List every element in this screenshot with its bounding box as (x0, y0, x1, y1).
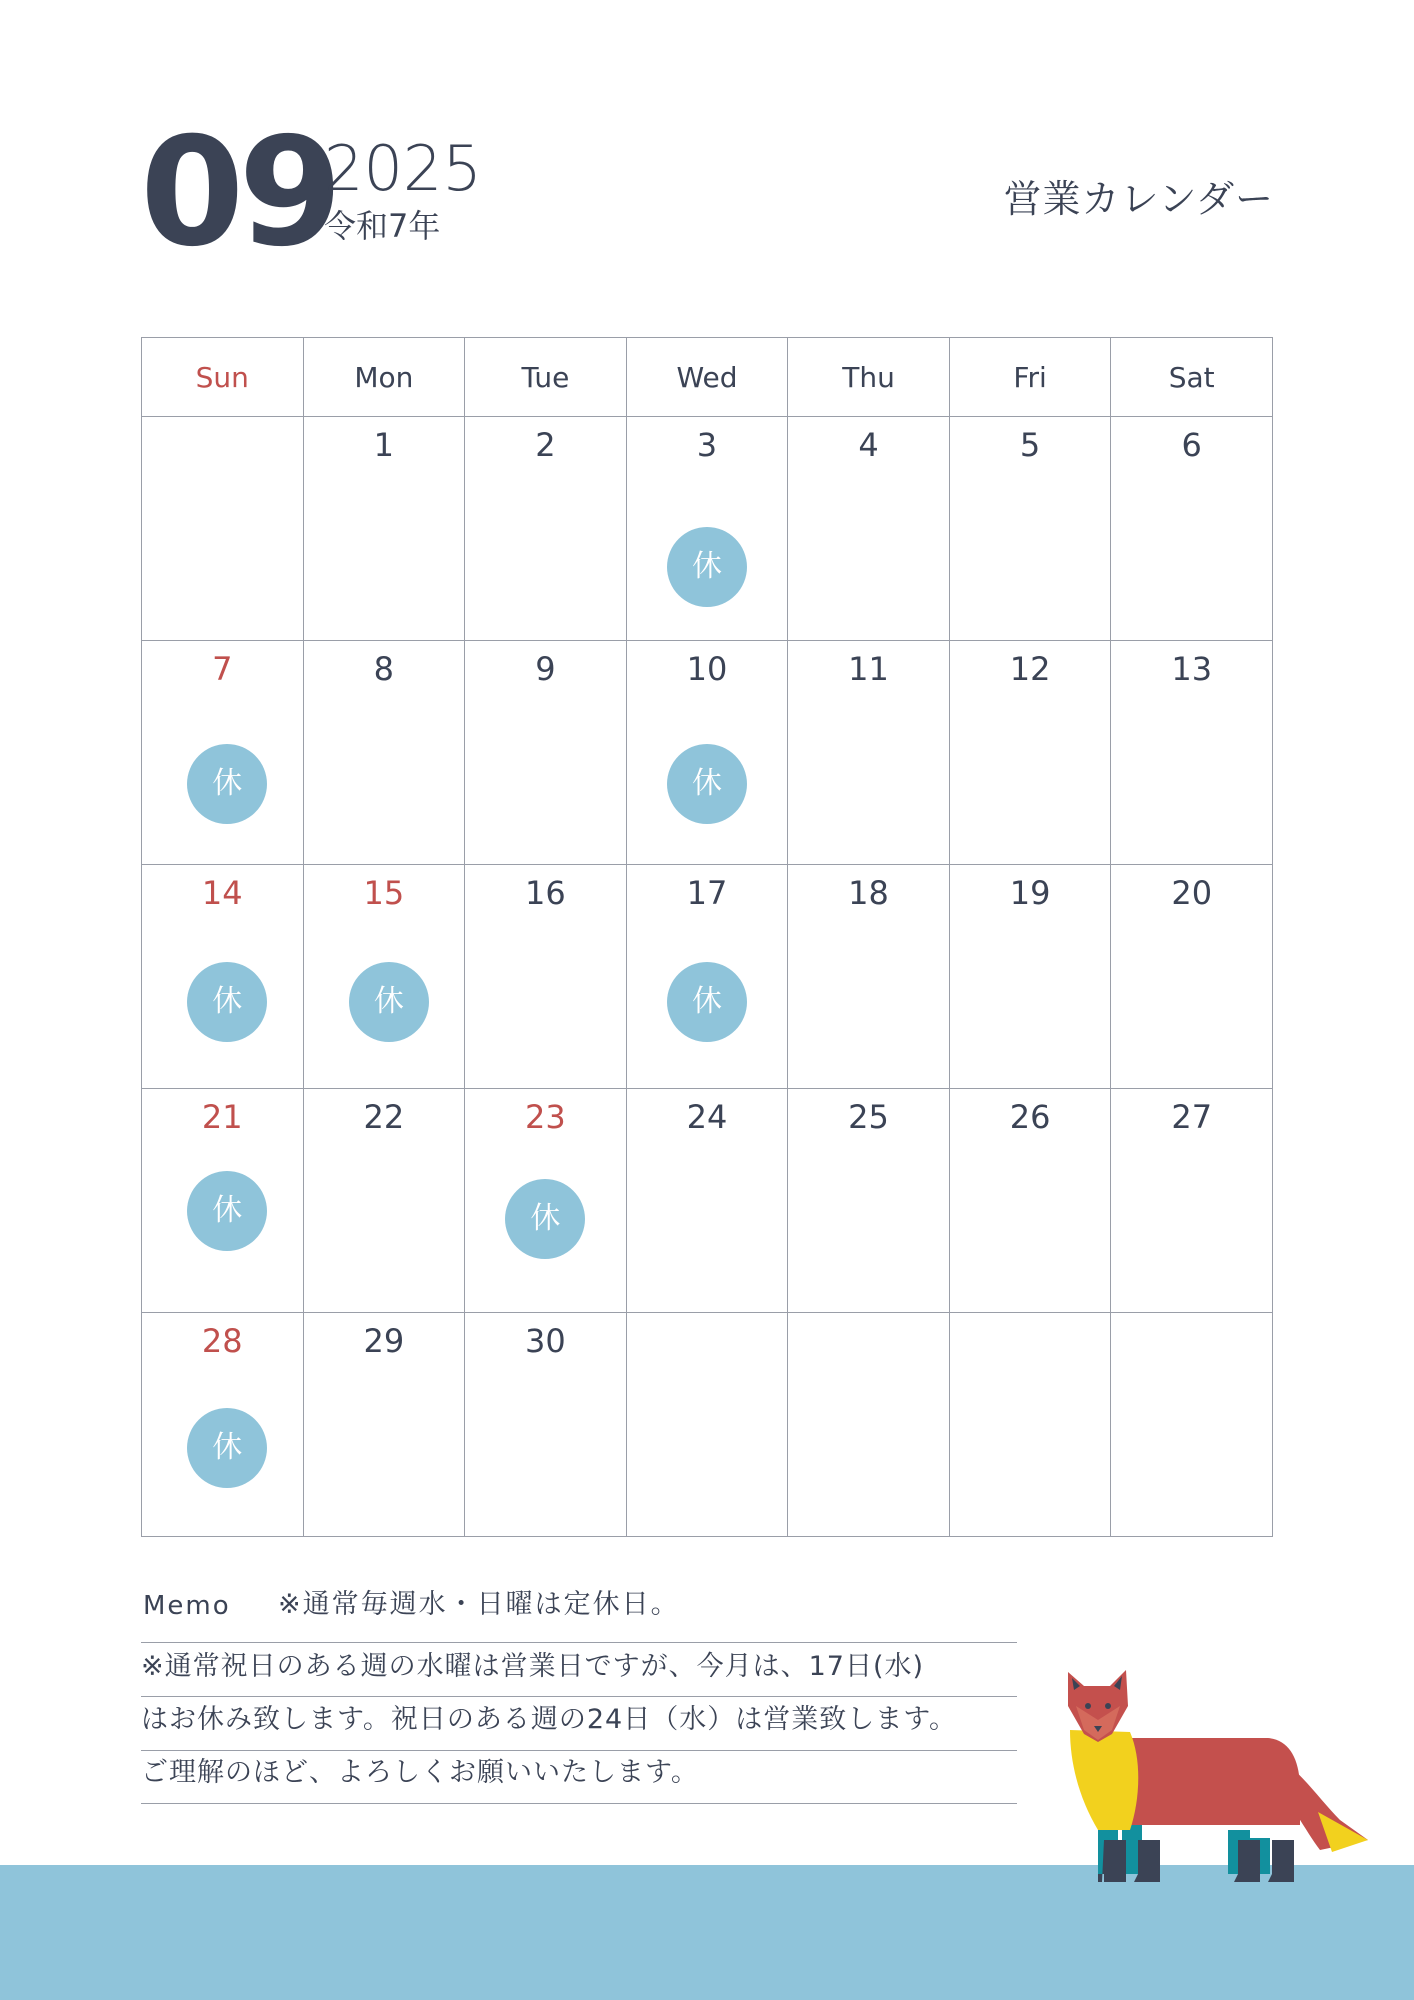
calendar-day-cell (949, 865, 1111, 1089)
day-number: 30 (525, 1322, 566, 1360)
calendar-day-cell (1111, 865, 1273, 1089)
weekday-tue: Tue (465, 338, 627, 417)
closed-day-badge: 休 (187, 962, 267, 1042)
day-number: 29 (363, 1322, 405, 1360)
memo-label: Memo (143, 1591, 231, 1621)
calendar-week-row (142, 865, 1273, 1089)
calendar-day-cell (788, 417, 950, 641)
calendar-day-cell (303, 417, 465, 641)
calendar-day-cell (465, 641, 627, 865)
closed-day-badge: 休 (505, 1179, 585, 1259)
day-number: 10 (686, 650, 728, 688)
weekday-fri: Fri (949, 338, 1111, 417)
calendar-day-cell (1111, 1313, 1273, 1537)
era-label: 令和7年 (324, 207, 441, 245)
weekday-wed: Wed (626, 338, 788, 417)
closed-day-badge: 休 (667, 527, 747, 607)
day-number: 4 (858, 426, 879, 464)
calendar-day-cell (465, 1089, 627, 1313)
day-number: 1 (373, 426, 395, 464)
month-number: 09 (140, 106, 337, 280)
calendar-title: 営業カレンダー (1003, 177, 1274, 221)
calendar-day-cell (465, 865, 627, 1089)
calendar-week-row (142, 641, 1273, 865)
memo-line-4: ご理解のほど、よろしくお願いいたします。 (141, 1757, 699, 1788)
memo-rule (141, 1642, 1017, 1643)
memo-line-2: ※通常祝日のある週の水曜は営業日ですが、今月は、17日(水) (141, 1651, 925, 1682)
calendar-day-cell (626, 641, 788, 865)
calendar-week-row (142, 417, 1273, 641)
calendar-day-cell (626, 1313, 788, 1537)
calendar-day-cell (949, 641, 1111, 865)
day-number: 5 (1019, 426, 1041, 464)
closed-day-badge: 休 (187, 1171, 267, 1251)
memo-line-3: はお休み致します。祝日のある週の24日（水）は営業致します。 (141, 1704, 958, 1735)
day-number: 26 (1009, 1098, 1051, 1136)
closed-day-badge: 休 (187, 1408, 267, 1488)
calendar-day-cell (465, 1313, 627, 1537)
day-number: 15 (363, 874, 405, 912)
calendar-day-cell (1111, 417, 1273, 641)
closed-day-badge: 休 (667, 744, 747, 824)
calendar-day-cell (788, 641, 950, 865)
day-number: 20 (1171, 874, 1213, 912)
day-number: 2 (535, 426, 556, 464)
year-label: 2025 (324, 132, 482, 205)
day-number: 14 (201, 874, 243, 912)
calendar-week-row (142, 1313, 1273, 1537)
calendar-day-cell (142, 417, 304, 641)
fox-illustration (1050, 1660, 1380, 1890)
weekday-thu: Thu (788, 338, 950, 417)
calendar-day-cell (626, 865, 788, 1089)
day-number: 23 (525, 1098, 566, 1136)
calendar-day-cell (1111, 1089, 1273, 1313)
calendar-day-cell (142, 641, 304, 865)
calendar-day-cell (949, 1313, 1111, 1537)
closed-day-badge: 休 (667, 962, 747, 1042)
calendar-day-cell (788, 1089, 950, 1313)
calendar-day-cell (788, 1313, 950, 1537)
day-number: 22 (363, 1098, 405, 1136)
day-number: 28 (201, 1322, 243, 1360)
calendar-day-cell (303, 641, 465, 865)
day-number: 25 (848, 1098, 889, 1136)
day-number: 21 (201, 1098, 243, 1136)
day-number: 12 (1009, 650, 1051, 688)
day-number: 13 (1171, 650, 1213, 688)
calendar-day-cell (949, 1089, 1111, 1313)
calendar-day-cell (303, 865, 465, 1089)
closed-day-badge: 休 (349, 962, 429, 1042)
day-number: 7 (212, 650, 233, 688)
calendar-grid (141, 337, 1273, 1537)
calendar-week-row (142, 1089, 1273, 1313)
day-number: 6 (1181, 426, 1202, 464)
day-number: 9 (535, 650, 556, 688)
day-number: 8 (373, 650, 395, 688)
memo-rule (141, 1750, 1017, 1751)
weekday-mon: Mon (303, 338, 465, 417)
day-number: 17 (686, 874, 728, 912)
day-number: 27 (1171, 1098, 1213, 1136)
memo-rule (141, 1803, 1017, 1804)
weekday-sun: Sun (142, 338, 304, 417)
day-number: 3 (696, 426, 718, 464)
calendar-day-cell (303, 1089, 465, 1313)
calendar-day-cell (142, 1089, 304, 1313)
calendar-day-cell (142, 865, 304, 1089)
memo-line-1: ※通常毎週水・日曜は定休日。 (278, 1589, 680, 1620)
weekday-sat: Sat (1111, 338, 1273, 417)
closed-day-badge: 休 (187, 744, 267, 824)
day-number: 16 (525, 874, 566, 912)
calendar-day-cell (626, 417, 788, 641)
calendar-day-cell (142, 1313, 304, 1537)
weekday-header-row (142, 338, 1273, 417)
day-number: 19 (1009, 874, 1051, 912)
day-number: 24 (686, 1098, 728, 1136)
calendar-day-cell (788, 865, 950, 1089)
calendar-day-cell (465, 417, 627, 641)
calendar-day-cell (1111, 641, 1273, 865)
calendar-day-cell (303, 1313, 465, 1537)
calendar-day-cell (949, 417, 1111, 641)
calendar-day-cell (626, 1089, 788, 1313)
memo-rule (141, 1696, 1017, 1697)
day-number: 11 (848, 650, 889, 688)
day-number: 18 (848, 874, 889, 912)
